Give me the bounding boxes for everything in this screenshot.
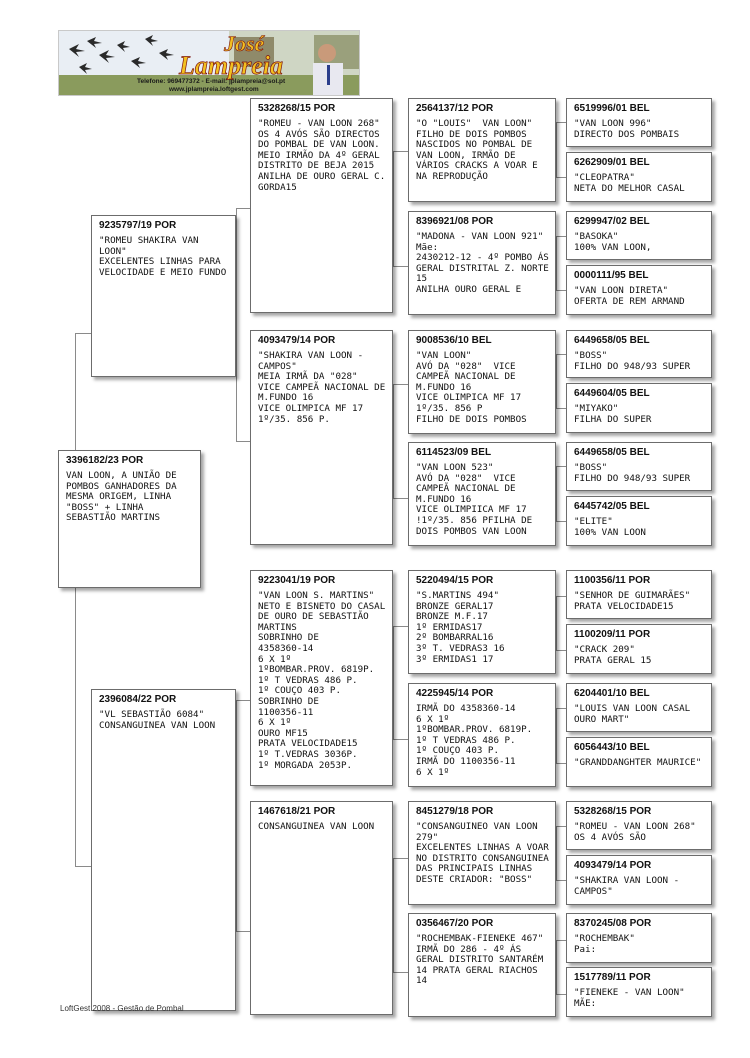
gg-grandparent-text: "ELITE" 100% VAN LOON [574,516,646,538]
gg-grandparent-ring: 1100209/11 POR [574,629,651,640]
great-grandparent-ring: 5220494/15 POR [416,575,494,586]
gg-grandparent-card [566,855,712,905]
dam-ring: 2396084/22 POR [99,694,177,705]
grandparent-text: "ROMEU - VAN LOON 268" OS 4 AVÓS SÃO DIRECTOS DO POMBAL DE VAN LOON. MEIO IRMÃO DA 4º GERAL DISTRITO DE BEJA 2015 ANILHA DE OURO GERAL C. GORDA15 [258,118,386,193]
grandparent-ring: 4093479/14 POR [258,335,336,346]
connector [556,940,566,941]
gg-grandparent-card [566,330,712,378]
great-grandparent-card [408,913,556,1017]
gg-grandparent-card [566,967,712,1017]
gg-grandparent-text: "CRACK 209" PRATA GERAL 15 [574,644,652,666]
connector [75,333,76,866]
great-grandparent-ring: 6114523/09 BEL [416,447,492,458]
gg-grandparent-card [566,442,712,491]
grandparent-card [250,570,393,786]
great-grandparent-text: "CONSANGUINEO VAN LOON 279" EXCELENTES LINHAS A VOAR NO DISTRITO CONSANGUINEA DAS PRINCIPAIS LINHAS DESTE CRIADOR: "BOSS" [416,821,549,885]
connector [556,354,566,355]
great-grandparent-text: "O "LOUIS" VAN LOON" FILHO DE DOIS POMBOS NASCIDOS NO POMBAL DE VAN LOON, IRMÃO DE VÁRIOS CRACKS A VOAR E NA REPRODUÇÃO [416,118,538,182]
dam-text: "VL SEBASTIÃO 6084" CONSANGUINEA VAN LOON [99,709,216,731]
connector [236,208,237,441]
connector [556,290,566,291]
grandparent-ring: 9223041/19 POR [258,575,336,586]
connector [556,122,557,177]
gg-grandparent-ring: 6204401/10 BEL [574,688,650,699]
great-grandparent-card [408,442,556,546]
gg-grandparent-ring: 6056443/10 BEL [574,742,650,753]
grandparent-card [250,801,393,1015]
great-grandparent-ring: 8451279/18 POR [416,806,494,817]
gg-grandparent-ring: 6449604/05 BEL [574,388,650,399]
connector [556,880,566,881]
connector [556,994,566,995]
gg-grandparent-ring: 6445742/05 BEL [574,501,650,512]
great-grandparent-card [408,801,556,905]
connector [556,940,557,994]
website-line: www.jplampreia.loftgest.com [169,86,259,93]
connector [556,826,557,880]
connector [393,266,408,267]
grandparent-card [250,330,393,545]
gg-grandparent-card [566,211,712,260]
great-grandparent-text: "MADONA - VAN LOON 921" Mãe: 2430212-12 - 4º POMBO ÁS GERAL DISTRITAL Z. NORTE 15 ANILHA OURO GERAL E [416,231,549,295]
grandparent-text: "VAN LOON S. MARTINS" NETO E BISNETO DO CASAL DE OURO DE SEBASTIÃO MARTINS SOBRINHO DE 4358360-14 6 X 1º 1ºBOMBAR.PROV. 6819P. 1º T VEDRAS 486 P. 1º COUÇO 403 P. SOBRINHO DE 1100356-11 6 X 1º OURO MF15 PRATA VELOCIDADE15 1º T.VEDRAS 3036P. 1º MORGADA 2053P. [258,590,386,771]
great-grandparent-text: "ROCHEMBAK-FIENEKE 467" IRMÃ DO 286 - 4º ÁS GERAL DISTRITO SANTARÉM 14 PRATA GERAL RIACHOS 14 [416,933,544,987]
connector [236,441,250,442]
great-grandparent-card [408,683,556,787]
connector [556,708,566,709]
connector [236,700,250,701]
gg-grandparent-card [566,152,712,202]
connector [393,498,408,499]
great-grandparent-ring: 0356467/20 POR [416,918,494,929]
connector [556,826,566,827]
gg-grandparent-ring: 6262909/01 BEL [574,157,650,168]
gg-grandparent-text: "SENHOR DE GUIMARÃES" PRATA VELOCIDADE15 [574,590,691,612]
grandparent-text: "SHAKIRA VAN LOON - CAMPOS" MEIA IRMÃ DA "028" VICE CAMPEÃ NACIONAL DE M.FUNDO 16 VICE OLIMPICA MF 17 1º/35. 856 P. [258,350,386,425]
gg-grandparent-card [566,570,712,619]
great-grandparent-ring: 2564137/12 POR [416,103,494,114]
connector [556,596,566,597]
gg-grandparent-text: "VAN LOON 996" DIRECTO DOS POMBAIS [574,118,680,140]
gg-grandparent-text: "LOUIS VAN LOON CASAL OURO MART" [574,703,696,725]
gg-grandparent-ring: 6519996/01 BEL [574,103,650,114]
gg-grandparent-text: "ROCHEMBAK" Pai: [574,933,635,955]
great-grandparent-card [408,330,556,434]
gg-grandparent-ring: 6299947/02 BEL [574,216,650,227]
sire-text: "ROMEU SHAKIRA VAN LOON" EXCELENTES LINHAS PARA VELOCIDADE E MEIO FUNDO [99,235,227,278]
great-grandparent-ring: 9008536/10 BEL [416,335,492,346]
great-grandparent-card [408,211,556,315]
connector [556,122,566,123]
gg-grandparent-ring: 0000111/95 BEL [574,270,649,281]
gg-grandparent-card [566,496,712,546]
header-banner [58,30,360,96]
gg-grandparent-ring: 6449658/05 BEL [574,447,650,458]
great-grandparent-card [408,570,556,674]
gg-grandparent-ring: 1100356/11 POR [574,575,651,586]
gg-grandparent-card [566,98,712,147]
connector [393,972,408,973]
connector [556,596,557,650]
gg-grandparent-text: "SHAKIRA VAN LOON - CAMPOS" [574,875,685,897]
connector [556,236,557,290]
gg-grandparent-ring: 4093479/14 POR [574,860,652,871]
gg-grandparent-card [566,624,712,674]
subject-ring: 3396182/23 POR [66,455,144,466]
subject-card [58,450,201,588]
connector [393,151,408,152]
great-grandparent-text: "VAN LOON 523" AVÓ DA "028" VICE CAMPEÃ NACIONAL DE M.FUNDO 16 VICE OLIMPIICA MF 17 !1º/35. 856 PFILHA DE DOIS POMBOS VAN LOON [416,462,533,537]
grandparent-ring: 1467618/21 POR [258,806,336,817]
gg-grandparent-card [566,265,712,315]
great-grandparent-text: IRMÃ DO 4358360-14 6 X 1º 1ºBOMBAR.PROV. 6819P. 1º T VEDRAS 486 P. 1º COUÇO 403 P. IRMÃ DO 1100356-11 6 X 1º [416,703,533,778]
gg-grandparent-ring: 5328268/15 POR [574,806,652,817]
gg-grandparent-card [566,683,712,732]
brand-name-line2: Lampreia [179,51,283,80]
sire-ring: 9235797/19 POR [99,220,177,231]
connector [393,626,408,627]
connector [393,858,408,859]
connector [393,626,394,739]
gg-grandparent-ring: 6449658/05 BEL [574,335,650,346]
connector [556,177,566,178]
gg-grandparent-card [566,913,712,963]
connector [236,700,237,931]
gg-grandparent-text: "BOSS" FILHO DO 948/93 SUPER [574,462,691,484]
connector [556,466,566,467]
connector [556,521,566,522]
connector [556,354,557,408]
connector [556,650,566,651]
connector [556,236,566,237]
contact-line: Telefone: 969477372 - E-mail: jplampreia@sol.pt [137,78,286,85]
gg-grandparent-text: "MIYAKO" FILHA DO SUPER [574,403,652,425]
connector [393,739,408,740]
dam-card [91,689,236,1011]
brand-name-line1: José [224,31,265,56]
gg-grandparent-ring: 1517789/11 POR [574,972,651,983]
gg-grandparent-text: "GRANDDANGHTER MAURICE" [574,757,702,768]
gg-grandparent-text: "ROMEU - VAN LOON 268" OS 4 AVÓS SÃO [574,821,696,843]
gg-grandparent-text: "FIENEKE - VAN LOON" MÃE: [574,987,685,1009]
gg-grandparent-card [566,383,712,433]
connector [556,763,566,764]
connector [393,384,408,385]
connector [75,866,91,867]
great-grandparent-ring: 8396921/08 POR [416,216,494,227]
connector [75,333,91,334]
connector [556,408,566,409]
grandparent-ring: 5328268/15 POR [258,103,336,114]
gg-grandparent-text: "BASOKA" 100% VAN LOON, [574,231,652,253]
connector [556,466,557,521]
connector [393,858,394,972]
gg-grandparent-text: "CLEOPATRA" NETA DO MELHOR CASAL [574,172,685,194]
connector [393,384,394,498]
grandparent-card [250,98,393,313]
connector [393,151,394,266]
connector [236,208,250,209]
grandparent-text: CONSANGUINEA VAN LOON [258,821,375,832]
great-grandparent-ring: 4225945/14 POR [416,688,494,699]
connector [236,931,250,932]
great-grandparent-text: "VAN LOON" AVÓ DA "028" VICE CAMPEÃ NACIONAL DE M.FUNDO 16 VICE OLIMPICA MF 17 1º/35. 856 P FILHO DE DOIS POMBOS [416,350,527,425]
gg-grandparent-ring: 8370245/08 POR [574,918,652,929]
gg-grandparent-card [566,737,712,787]
sire-card [91,215,236,377]
connector [556,708,557,763]
great-grandparent-text: "S.MARTINS 494" BRONZE GERAL17 BRONZE M.F.17 1º ERMIDAS17 2º BOMBARRAL16 3º T. VEDRAS3 16 3º ERMIDAS1 17 [416,590,505,665]
gg-grandparent-text: "VAN LOON DIRETA" OFERTA DE REM ARMAND [574,285,685,307]
gg-grandparent-text: "BOSS" FILHO DO 948/93 SUPER [574,350,691,372]
subject-text: VAN LOON, A UNIÃO DE POMBOS GANHADORES DA MESMA ORIGEM, LINHA "BOSS" + LINHA SEBASTIÃO MARTINS [66,470,183,524]
gg-grandparent-card [566,801,712,850]
footer-text: LoftGest 2008 - Gestão de Pombal [60,1004,184,1013]
great-grandparent-card [408,98,556,202]
